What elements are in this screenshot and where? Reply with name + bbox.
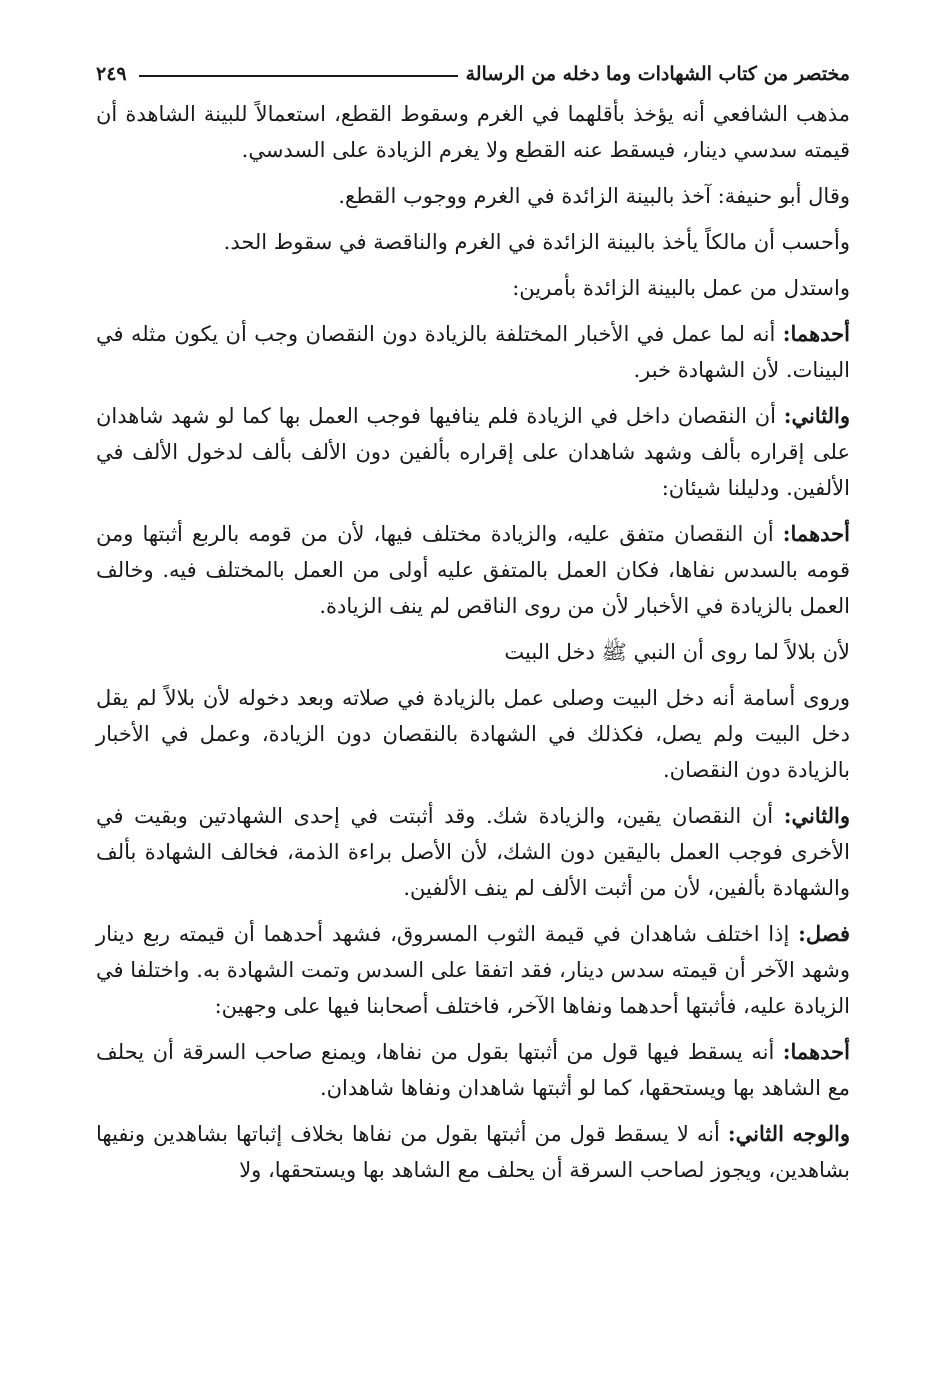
header-rule — [139, 75, 458, 77]
paragraph-lead: والثاني: — [783, 403, 850, 428]
paragraph-lead: أحدهما: — [782, 1039, 850, 1064]
paragraph-lead: فصل: — [798, 921, 850, 946]
paragraph-1: مذهب الشافعي أنه يؤخذ بأقلهما في الغرم وسقوط القطع، استعمالاً للبينة الشاهدة أن قيمته سدسي دينار، فيسقط عنه القطع ولا يغرم الزيادة على السدسي. — [96, 102, 850, 162]
paragraph-3: وأحسب أن مالكاً يأخذ بالبينة الزائدة في الغرم والناقصة في سقوط الحد. — [223, 230, 850, 254]
page-number: ٢٤٩ — [96, 63, 127, 85]
paragraph-4: واستدل من عمل بالبينة الزائدة بأمرين: — [512, 276, 850, 300]
body-text — [96, 96, 850, 1188]
header-title: مختصر من كتاب الشهادات وما دخله من الرسالة — [465, 63, 850, 85]
paragraph-lead: والثاني: — [783, 803, 850, 828]
paragraph-5: أحدهما: أنه لما عمل في الأخبار المختلفة بالزيادة دون النقصان وجب أن يكون مثله في البينات. لأن الشهادة خبر. — [96, 321, 850, 382]
paragraph-lead: أحدهما: — [782, 321, 850, 346]
paragraph-11: فصل: إذا اختلف شاهدان في قيمة الثوب المسروق، فشهد أحدهما أن قيمته ربع دينار وشهد الآخر أن قيمته سدس دينار، فقد اتفقا على السدس وتمت الشهادة به. واختلفا في الزيادة عليه، فأثبتها أحدهما ونفاها الآخر، فاختلف أصحابنا فيها على وجهين: — [96, 921, 850, 1018]
paragraph-10: والثاني: أن النقصان يقين، والزيادة شك. وقد أثبتت في إحدى الشهادتين وبقيت في الأخرى فوجب العمل باليقين دون الشك، لأن الأصل براءة الذمة، فخالف الشهادة بألف والشهادة بألفين، لأن من أثبت الألف لم ينف الألفين. — [96, 803, 850, 900]
paragraph-13: والوجه الثاني: أنه لا يسقط قول من أثبتها بقول من نفاها بخلاف إثباتها بشاهدين ونفيها بشاهدين، ويجوز لصاحب السرقة أن يحلف مع الشاهد بها ويستحقها، ولا — [96, 1121, 850, 1182]
paragraph-7: أحدهما: أن النقصان متفق عليه، والزيادة مختلف فيها، لأن من قومه بالربع أثبتها ومن قومه بالسدس نفاها، فكان العمل بالمتفق عليه أولى من العمل بالمختلف فيه. وخالف العمل بالزيادة في الأخبار لأن من روى الناقص لم ينف الزيادة. — [96, 521, 850, 618]
paragraph-lead: والوجه الثاني: — [727, 1121, 850, 1146]
paragraph-lead: أحدهما: — [782, 521, 850, 546]
paragraph-8: لأن بلالاً لما روى أن النبي ﷺ دخل البيت — [504, 640, 850, 664]
paragraph-12: أحدهما: أنه يسقط فيها قول من أثبتها بقول من نفاها، ويمنع صاحب السرقة أن يحلف مع الشاهد بها ويستحقها، كما لو أثبتها شاهدان ونفاها شاهدان. — [96, 1039, 850, 1100]
paragraph-9: وروى أسامة أنه دخل البيت وصلى عمل بالزيادة في صلاته وبعد دخوله لأن بلالاً لم يقل دخل البيت ولم يصل، فكذلك في الشهادة بالنقصان دون الزيادة، وعمل في الأخبار بالزيادة دون النقصان. — [96, 686, 850, 782]
paragraph-2: وقال أبو حنيفة: آخذ بالبينة الزائدة في الغرم ووجوب القطع. — [338, 184, 850, 208]
running-header — [96, 54, 850, 94]
paragraph-6: والثاني: أن النقصان داخل في الزيادة فلم ينافيها فوجب العمل بها كما لو شهد شاهدان على إقراره بألف وشهد شاهدان على إقراره بألفين دون الألف بألف لدخول الألف في الألفين. ودليلنا شيئان: — [96, 403, 850, 500]
